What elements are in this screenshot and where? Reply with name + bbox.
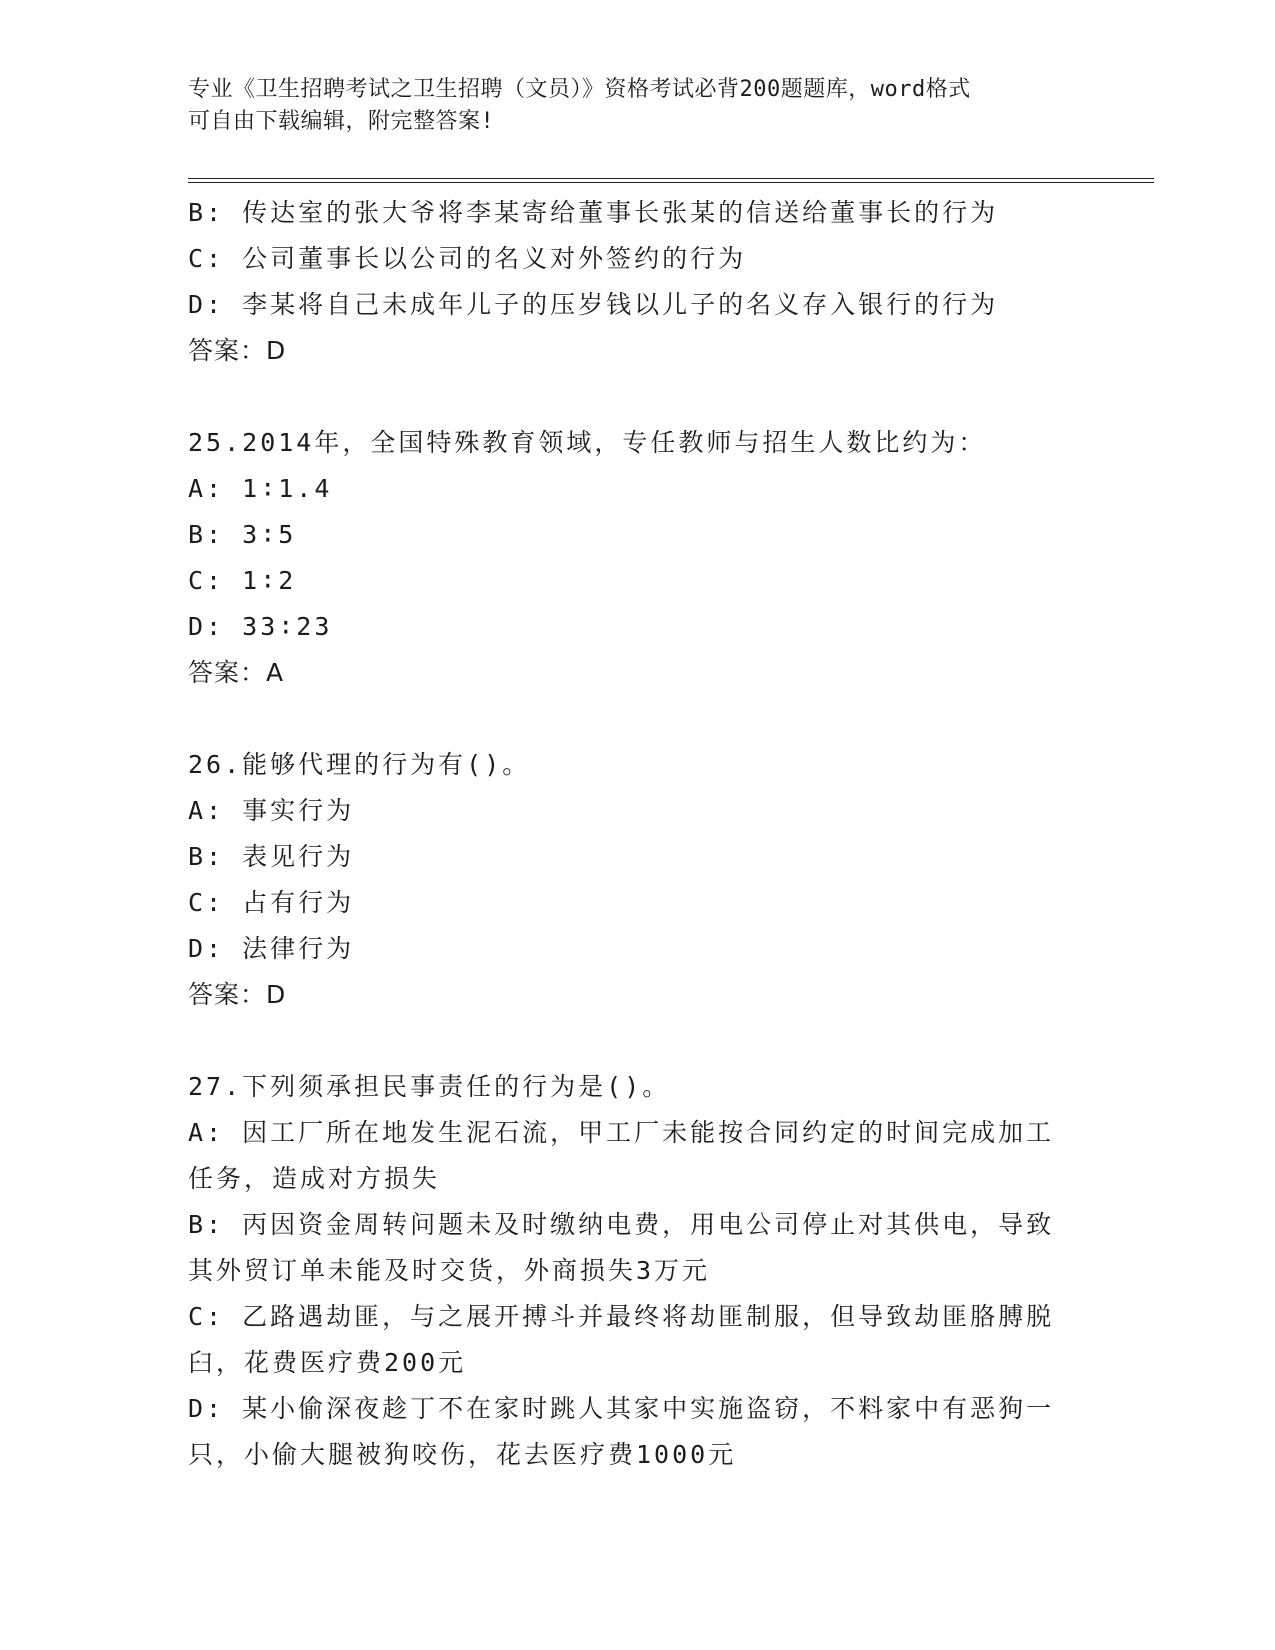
option-b: B: 表见行为 [188,842,355,871]
option-d: D: 33∶23 [188,612,333,641]
option-b: B: 传达室的张大爷将李某寄给董事长张某的信送给董事长的行为 [188,198,999,227]
question-26 [188,742,1088,1018]
option-d-line-2: 只，小偷大腿被狗咬伤，花去医疗费1000元 [188,1440,737,1469]
option-c-line-1: C: 乙路遇劫匪，与之展开搏斗并最终将劫匪制服，但导致劫匪胳膊脱 [188,1302,1055,1331]
document-header [188,74,1088,138]
spacer [188,374,1088,420]
option-d-line-1: D: 某小偷深夜趁丁不在家时跳人其家中实施盗窃，不料家中有恶狗一 [188,1394,1055,1423]
question-stem: 26.能够代理的行为有()。 [188,750,531,779]
option-d: D: 李某将自己未成年儿子的压岁钱以儿子的名义存入银行的行为 [188,290,999,319]
option-a: A: 1∶1.4 [188,474,333,503]
header-rule-top [188,178,1154,179]
spacer [188,696,1088,742]
header-line-1: 专业《卫生招聘考试之卫生招聘（文员）》资格考试必背200题题库，word格式 [188,77,971,102]
option-c: C: 1∶2 [188,566,297,595]
option-b: B: 3∶5 [188,520,297,549]
option-c: C: 占有行为 [188,888,355,917]
question-25 [188,420,1088,696]
question-list [188,190,1088,1478]
header-line-2: 可自由下载编辑，附完整答案! [188,109,495,134]
answer: 答案：D [188,336,287,365]
answer: 答案：D [188,980,287,1009]
answer: 答案：A [188,658,285,687]
option-a-line-2: 任务，造成对方损失 [188,1164,441,1193]
question-27 [188,1064,1088,1478]
option-c-line-2: 臼，花费医疗费200元 [188,1348,467,1377]
option-a: A: 事实行为 [188,796,355,825]
header-rule-bottom [188,182,1154,183]
option-b-line-2: 其外贸订单未能及时交货，外商损失3万元 [188,1256,711,1285]
option-c: C: 公司董事长以公司的名义对外签约的行为 [188,244,747,273]
spacer [188,1018,1088,1064]
question-24 [188,190,1088,374]
option-b-line-1: B: 丙因资金周转问题未及时缴纳电费，用电公司停止对其供电，导致 [188,1210,1055,1239]
question-stem: 27.下列须承担民事责任的行为是()。 [188,1072,671,1101]
option-a-line-1: A: 因工厂所在地发生泥石流，甲工厂未能按合同约定的时间完成加工 [188,1118,1055,1147]
option-d: D: 法律行为 [188,934,355,963]
question-stem: 25.2014年，全国特殊教育领域，专任教师与招生人数比约为： [188,428,987,457]
